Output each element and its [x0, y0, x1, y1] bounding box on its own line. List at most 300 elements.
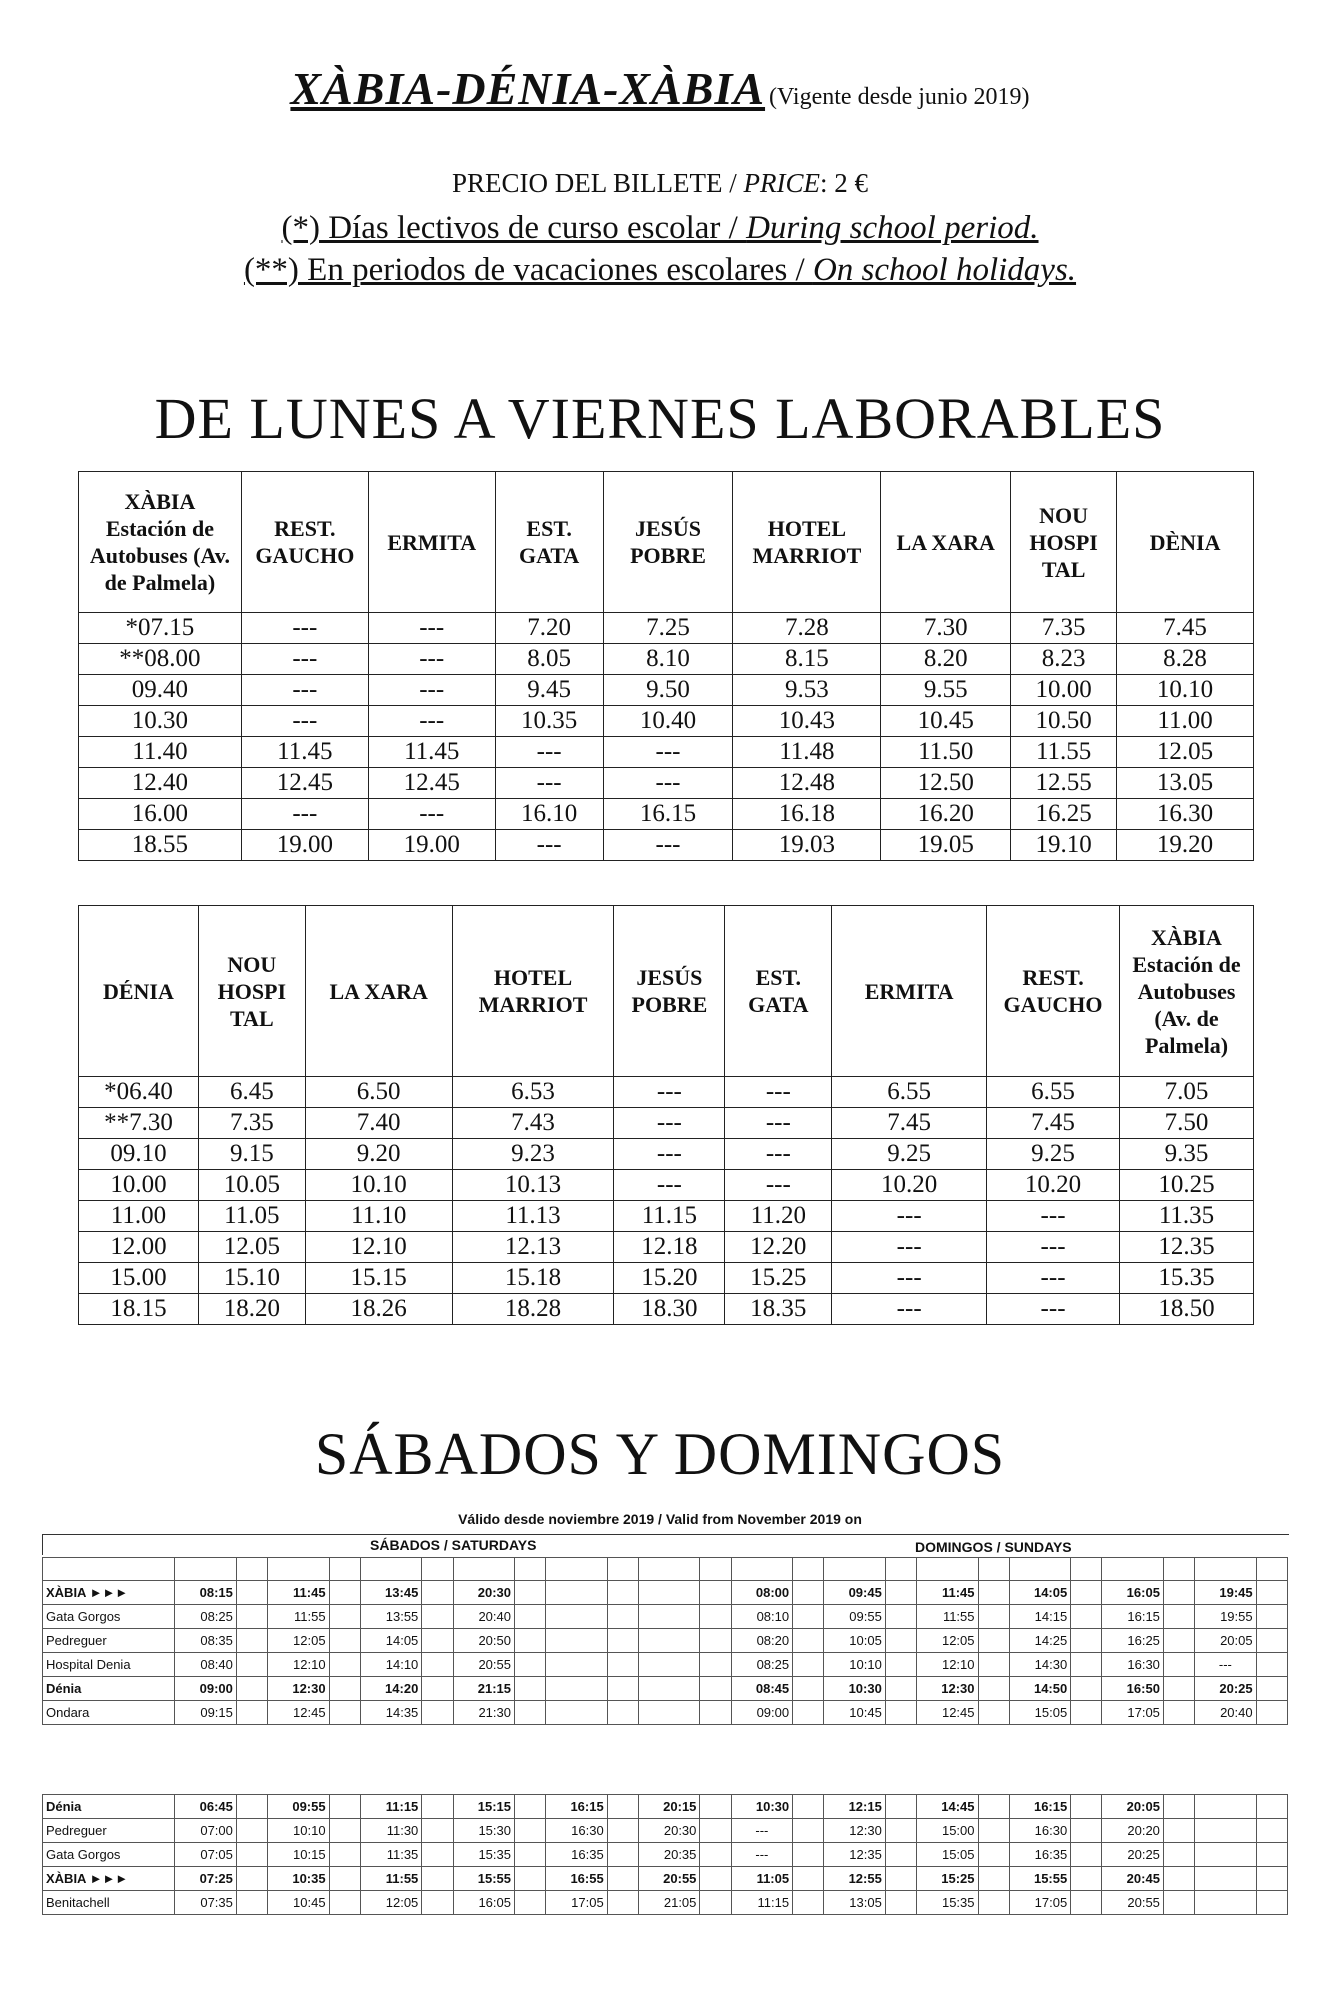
time-cell: 7.45	[832, 1108, 987, 1139]
blank-cell	[638, 1558, 699, 1581]
table-row	[43, 1891, 1288, 1915]
blank-row	[43, 1558, 1288, 1581]
time-cell: 07:25	[175, 1867, 236, 1891]
time-cell: 15:00	[917, 1819, 978, 1843]
blank-cell	[546, 1558, 607, 1581]
time-cell: 16.00	[79, 799, 242, 830]
spacer-cell	[422, 1629, 453, 1653]
blank-cell	[1163, 1558, 1194, 1581]
time-cell: ---	[495, 737, 603, 768]
time-cell: 11.55	[1011, 737, 1117, 768]
time-cell: 18.15	[79, 1294, 199, 1325]
time-cell: 06:45	[175, 1795, 236, 1819]
time-cell: 17:05	[1009, 1891, 1070, 1915]
spacer-cell	[978, 1819, 1009, 1843]
spacer-cell	[1071, 1795, 1102, 1819]
page-title: XÀBIA-DÉNIA-XÀBIA	[290, 63, 766, 114]
spacer-cell	[1256, 1867, 1287, 1891]
spacer-cell	[978, 1653, 1009, 1677]
saturdays-label: SÁBADOS / SATURDAYS	[370, 1537, 537, 1553]
time-cell: 12:55	[824, 1867, 885, 1891]
table-row	[79, 675, 1254, 706]
spacer-cell	[1256, 1581, 1287, 1605]
spacer-cell	[236, 1819, 267, 1843]
time-cell: 14:20	[360, 1677, 421, 1701]
time-cell: 16:30	[1009, 1819, 1070, 1843]
time-cell: 14:10	[360, 1653, 421, 1677]
time-cell: 20:40	[1195, 1701, 1256, 1725]
note1-en: During school period.	[746, 210, 1039, 246]
spacer-cell	[978, 1891, 1009, 1915]
time-cell: 09:00	[175, 1677, 236, 1701]
time-cell: 12:10	[917, 1653, 978, 1677]
time-cell: 16:30	[546, 1819, 607, 1843]
time-cell: ---	[241, 799, 368, 830]
spacer-cell	[793, 1653, 824, 1677]
note2-en: On school holidays.	[812, 252, 1077, 288]
time-cell: 19.10	[1011, 830, 1117, 861]
time-cell: *06.40	[79, 1077, 199, 1108]
time-cell: ---	[731, 1819, 792, 1843]
time-cell: 16.10	[495, 799, 603, 830]
time-cell: 18.30	[614, 1294, 725, 1325]
time-cell: 10:45	[268, 1891, 329, 1915]
time-cell: 12:35	[824, 1843, 885, 1867]
time-cell	[1195, 1843, 1256, 1867]
time-cell: **7.30	[79, 1108, 199, 1139]
time-cell: 15.10	[198, 1263, 305, 1294]
time-cell: ---	[832, 1232, 987, 1263]
time-cell: 09.40	[79, 675, 242, 706]
spacer-cell	[236, 1581, 267, 1605]
spacer-cell	[1163, 1629, 1194, 1653]
time-cell: 10:10	[268, 1819, 329, 1843]
spacer-cell	[1256, 1795, 1287, 1819]
column-header: XÀBIA Estación de Autobuses (Av. de Palmela)	[79, 472, 242, 613]
spacer-cell	[1071, 1819, 1102, 1843]
column-header: LA XARA	[881, 472, 1011, 613]
time-cell: 12:05	[268, 1629, 329, 1653]
time-cell	[638, 1653, 699, 1677]
time-cell: 19.05	[881, 830, 1011, 861]
spacer-cell	[1071, 1867, 1102, 1891]
time-cell: 11:15	[360, 1795, 421, 1819]
time-cell: 10:15	[268, 1843, 329, 1867]
time-cell: 10.05	[198, 1170, 305, 1201]
time-cell: 11.45	[368, 737, 495, 768]
time-cell: 19.03	[733, 830, 881, 861]
spacer-cell	[236, 1795, 267, 1819]
time-cell: 16:15	[1102, 1605, 1163, 1629]
time-cell: 20:40	[453, 1605, 514, 1629]
stop-name: Dénia	[43, 1795, 175, 1819]
time-cell: 16:35	[1009, 1843, 1070, 1867]
stop-name: Ondara	[43, 1701, 175, 1725]
spacer-cell	[700, 1581, 731, 1605]
time-cell: 16:05	[1102, 1581, 1163, 1605]
spacer-cell	[1256, 1677, 1287, 1701]
time-cell: 16:25	[1102, 1629, 1163, 1653]
time-cell	[546, 1677, 607, 1701]
time-cell: 18.20	[198, 1294, 305, 1325]
spacer-cell	[1256, 1629, 1287, 1653]
spacer-cell	[329, 1629, 360, 1653]
time-cell: ---	[987, 1232, 1120, 1263]
time-cell: 16.20	[881, 799, 1011, 830]
time-cell: ---	[614, 1077, 725, 1108]
table-row	[79, 1108, 1254, 1139]
spacer-cell	[978, 1629, 1009, 1653]
blank-cell	[360, 1558, 421, 1581]
time-cell: 11:30	[360, 1819, 421, 1843]
column-header: HOTEL MARRIOT	[733, 472, 881, 613]
time-cell	[638, 1605, 699, 1629]
spacer-cell	[515, 1629, 546, 1653]
spacer-cell	[1256, 1819, 1287, 1843]
time-cell: 10:45	[824, 1701, 885, 1725]
time-cell: 7.28	[733, 613, 881, 644]
spacer-cell	[422, 1653, 453, 1677]
time-cell: 08:25	[175, 1605, 236, 1629]
time-cell: 18.35	[725, 1294, 832, 1325]
time-cell: 8.05	[495, 644, 603, 675]
time-cell: 12.13	[452, 1232, 614, 1263]
spacer-cell	[236, 1867, 267, 1891]
time-cell: 20:30	[638, 1819, 699, 1843]
blank-cell	[1071, 1558, 1102, 1581]
time-cell: 19.20	[1117, 830, 1254, 861]
time-cell: 14:45	[917, 1795, 978, 1819]
time-cell: 16:55	[546, 1867, 607, 1891]
time-cell: 7.25	[603, 613, 733, 644]
table-row	[43, 1581, 1288, 1605]
time-cell: 9.15	[198, 1139, 305, 1170]
column-header: JESÚS POBRE	[603, 472, 733, 613]
weekend-label-bar	[42, 1534, 1289, 1555]
time-cell: 14:30	[1009, 1653, 1070, 1677]
spacer-cell	[422, 1867, 453, 1891]
spacer-cell	[1071, 1605, 1102, 1629]
spacer-cell	[515, 1867, 546, 1891]
time-cell: 12:45	[268, 1701, 329, 1725]
time-cell: 10.10	[305, 1170, 452, 1201]
time-cell: 20:20	[1102, 1819, 1163, 1843]
stop-name: Benitachell	[43, 1891, 175, 1915]
time-cell: 11.45	[241, 737, 368, 768]
spacer-cell	[607, 1701, 638, 1725]
time-cell: 11.20	[725, 1201, 832, 1232]
time-cell: 12:10	[268, 1653, 329, 1677]
spacer-cell	[329, 1819, 360, 1843]
spacer-cell	[978, 1605, 1009, 1629]
spacer-cell	[793, 1843, 824, 1867]
time-cell: 09:15	[175, 1701, 236, 1725]
table-row	[79, 1263, 1254, 1294]
time-cell: 12.45	[241, 768, 368, 799]
blank-cell	[453, 1558, 514, 1581]
spacer-cell	[422, 1795, 453, 1819]
spacer-cell	[700, 1653, 731, 1677]
spacer-cell	[515, 1581, 546, 1605]
time-cell: ---	[725, 1077, 832, 1108]
time-cell: ---	[368, 706, 495, 737]
time-cell: 11.40	[79, 737, 242, 768]
spacer-cell	[700, 1891, 731, 1915]
time-cell: 11.48	[733, 737, 881, 768]
spacer-cell	[1256, 1605, 1287, 1629]
blank-cell	[1256, 1558, 1287, 1581]
time-cell: 11.10	[305, 1201, 452, 1232]
time-cell: 15.20	[614, 1263, 725, 1294]
time-cell: 11:35	[360, 1843, 421, 1867]
blank-cell	[731, 1558, 792, 1581]
column-header: REST. GAUCHO	[987, 906, 1120, 1077]
time-cell: ---	[614, 1139, 725, 1170]
price-value: : 2 €	[819, 168, 868, 198]
spacer-cell	[422, 1581, 453, 1605]
time-cell: 10.30	[79, 706, 242, 737]
spacer-cell	[607, 1677, 638, 1701]
time-cell: 16.25	[1011, 799, 1117, 830]
time-cell: ---	[987, 1201, 1120, 1232]
time-cell: 09.10	[79, 1139, 199, 1170]
time-cell: 20:55	[453, 1653, 514, 1677]
time-cell: 7.50	[1120, 1108, 1254, 1139]
time-cell: 20:25	[1195, 1677, 1256, 1701]
time-cell: 20:50	[453, 1629, 514, 1653]
time-cell: 07:05	[175, 1843, 236, 1867]
time-cell: 12:30	[824, 1819, 885, 1843]
spacer-cell	[1071, 1701, 1102, 1725]
table-row	[43, 1867, 1288, 1891]
note1-es: (*) Días lectivos de curso escolar /	[281, 210, 747, 246]
time-cell	[638, 1677, 699, 1701]
blank-cell	[1195, 1558, 1256, 1581]
blank-cell	[978, 1558, 1009, 1581]
time-cell: 14:35	[360, 1701, 421, 1725]
time-cell: 15.15	[305, 1263, 452, 1294]
table-row	[43, 1843, 1288, 1867]
time-cell: 15:15	[453, 1795, 514, 1819]
spacer-cell	[700, 1819, 731, 1843]
time-cell: 18.26	[305, 1294, 452, 1325]
spacer-cell	[607, 1581, 638, 1605]
time-cell: 11:55	[917, 1605, 978, 1629]
table-row	[79, 644, 1254, 675]
time-cell: 09:55	[824, 1605, 885, 1629]
time-cell: ---	[241, 644, 368, 675]
time-cell: 12.05	[1117, 737, 1254, 768]
stop-name: Gata Gorgos	[43, 1843, 175, 1867]
column-header: ERMITA	[832, 906, 987, 1077]
blank-cell	[236, 1558, 267, 1581]
weekend-inbound-table	[42, 1794, 1288, 1915]
table-row	[79, 1077, 1254, 1108]
weekend-heading: SÁBADOS Y DOMINGOS	[314, 1421, 1006, 1487]
time-cell: ---	[241, 706, 368, 737]
time-cell	[1195, 1819, 1256, 1843]
time-cell: 10:30	[731, 1795, 792, 1819]
weekday-outbound-table	[78, 471, 1254, 861]
time-cell	[638, 1581, 699, 1605]
spacer-cell	[607, 1891, 638, 1915]
time-cell: 13:05	[824, 1891, 885, 1915]
time-cell: ---	[603, 830, 733, 861]
time-cell: ---	[832, 1201, 987, 1232]
time-cell: 9.35	[1120, 1139, 1254, 1170]
spacer-cell	[422, 1605, 453, 1629]
weekend-validity-note: Válido desde noviembre 2019 / Valid from November 2019 on	[458, 1511, 862, 1527]
school-period-note	[0, 210, 1320, 247]
spacer-cell	[607, 1867, 638, 1891]
time-cell: ---	[987, 1263, 1120, 1294]
stop-name: Pedreguer	[43, 1629, 175, 1653]
time-cell: 19:55	[1195, 1605, 1256, 1629]
time-cell: 9.25	[832, 1139, 987, 1170]
time-cell: 08:20	[731, 1629, 792, 1653]
spacer-cell	[700, 1629, 731, 1653]
spacer-cell	[700, 1867, 731, 1891]
time-cell: 12.18	[614, 1232, 725, 1263]
time-cell: ---	[368, 644, 495, 675]
time-cell: 15.35	[1120, 1263, 1254, 1294]
time-cell: 15:35	[917, 1891, 978, 1915]
time-cell: 9.53	[733, 675, 881, 706]
time-cell: 11.13	[452, 1201, 614, 1232]
blank-cell	[917, 1558, 978, 1581]
time-cell: 12.00	[79, 1232, 199, 1263]
spacer-cell	[978, 1701, 1009, 1725]
time-cell: 15:30	[453, 1819, 514, 1843]
spacer-cell	[607, 1795, 638, 1819]
time-cell: 12.55	[1011, 768, 1117, 799]
time-cell: 10.45	[881, 706, 1011, 737]
table-row	[79, 1201, 1254, 1232]
time-cell: 15:55	[1009, 1867, 1070, 1891]
validity-note: (Vigente desde junio 2019)	[769, 84, 1030, 110]
time-cell: 11:05	[731, 1867, 792, 1891]
time-cell: 16.18	[733, 799, 881, 830]
spacer-cell	[1163, 1605, 1194, 1629]
spacer-cell	[700, 1677, 731, 1701]
spacer-cell	[1163, 1677, 1194, 1701]
spacer-cell	[978, 1677, 1009, 1701]
spacer-cell	[885, 1701, 916, 1725]
time-cell: 12:15	[824, 1795, 885, 1819]
time-cell: 21:15	[453, 1677, 514, 1701]
time-cell: 20:45	[1102, 1867, 1163, 1891]
time-cell: 11.50	[881, 737, 1011, 768]
table-header-row	[79, 472, 1254, 613]
time-cell: 11.00	[79, 1201, 199, 1232]
time-cell: 10.13	[452, 1170, 614, 1201]
time-cell: 16.15	[603, 799, 733, 830]
blank-cell	[43, 1558, 175, 1581]
time-cell: 6.45	[198, 1077, 305, 1108]
spacer-cell	[793, 1819, 824, 1843]
time-cell	[546, 1653, 607, 1677]
stop-name: Gata Gorgos	[43, 1605, 175, 1629]
time-cell: 18.55	[79, 830, 242, 861]
time-cell: **08.00	[79, 644, 242, 675]
stop-name: Pedreguer	[43, 1819, 175, 1843]
time-cell	[546, 1701, 607, 1725]
time-cell: 20:15	[638, 1795, 699, 1819]
spacer-cell	[1071, 1843, 1102, 1867]
spacer-cell	[236, 1605, 267, 1629]
spacer-cell	[236, 1677, 267, 1701]
spacer-cell	[607, 1843, 638, 1867]
time-cell: 19.00	[368, 830, 495, 861]
spacer-cell	[329, 1677, 360, 1701]
spacer-cell	[329, 1795, 360, 1819]
column-header: DÉNIA	[79, 906, 199, 1077]
time-cell	[546, 1605, 607, 1629]
table-row	[43, 1653, 1288, 1677]
table-row	[79, 1232, 1254, 1263]
time-cell: 08:10	[731, 1605, 792, 1629]
time-cell: 13:45	[360, 1581, 421, 1605]
time-cell: 10.10	[1117, 675, 1254, 706]
time-cell: 15.18	[452, 1263, 614, 1294]
spacer-cell	[422, 1677, 453, 1701]
time-cell: 14:25	[1009, 1629, 1070, 1653]
table-row	[43, 1677, 1288, 1701]
spacer-cell	[1256, 1843, 1287, 1867]
time-cell: 16.30	[1117, 799, 1254, 830]
spacer-cell	[1163, 1653, 1194, 1677]
time-cell: 9.25	[987, 1139, 1120, 1170]
time-cell: 8.15	[733, 644, 881, 675]
spacer-cell	[885, 1653, 916, 1677]
column-header: NOU HOSPI TAL	[1011, 472, 1117, 613]
time-cell: 09:55	[268, 1795, 329, 1819]
spacer-cell	[515, 1819, 546, 1843]
spacer-cell	[885, 1843, 916, 1867]
table-row	[79, 706, 1254, 737]
time-cell: 10:10	[824, 1653, 885, 1677]
time-cell: 21:30	[453, 1701, 514, 1725]
spacer-cell	[515, 1843, 546, 1867]
time-cell: ---	[603, 768, 733, 799]
time-cell	[546, 1629, 607, 1653]
time-cell: 20:55	[638, 1867, 699, 1891]
blank-cell	[607, 1558, 638, 1581]
spacer-cell	[236, 1843, 267, 1867]
spacer-cell	[1163, 1581, 1194, 1605]
spacer-cell	[607, 1653, 638, 1677]
time-cell: 6.55	[987, 1077, 1120, 1108]
spacer-cell	[793, 1629, 824, 1653]
spacer-cell	[329, 1581, 360, 1605]
time-cell: 11:45	[917, 1581, 978, 1605]
spacer-cell	[515, 1891, 546, 1915]
blank-cell	[824, 1558, 885, 1581]
time-cell: 11.35	[1120, 1201, 1254, 1232]
spacer-cell	[422, 1701, 453, 1725]
price-en: PRICE	[743, 168, 820, 198]
table-row	[79, 799, 1254, 830]
spacer-cell	[793, 1701, 824, 1725]
spacer-cell	[236, 1891, 267, 1915]
spacer-cell	[978, 1867, 1009, 1891]
time-cell: 15:35	[453, 1843, 514, 1867]
spacer-cell	[329, 1867, 360, 1891]
table-row	[79, 1170, 1254, 1201]
time-cell: 12:30	[268, 1677, 329, 1701]
spacer-cell	[1071, 1629, 1102, 1653]
time-cell: *07.15	[79, 613, 242, 644]
